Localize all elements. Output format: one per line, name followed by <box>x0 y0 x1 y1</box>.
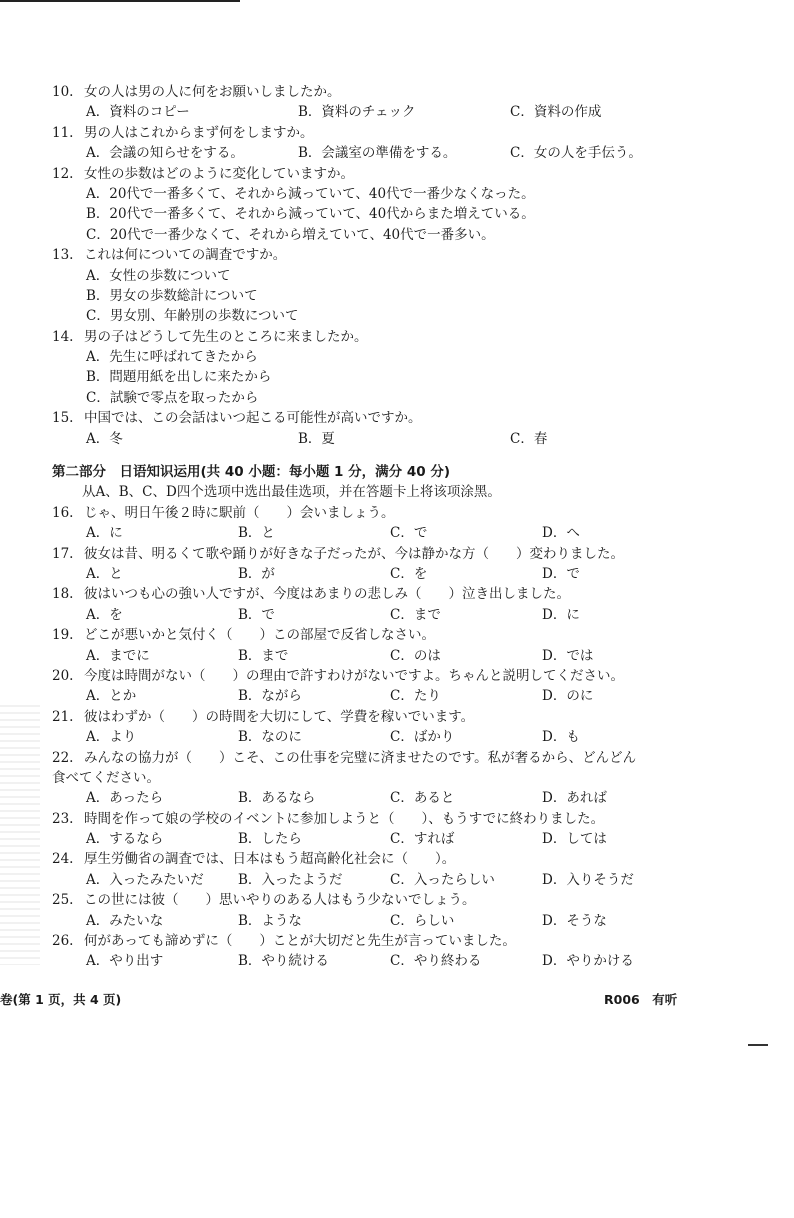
option-c: C．まで <box>390 606 441 623</box>
question-text: どこが悪いかと気付く（ ）この部屋で反省しなさい。 <box>84 627 435 644</box>
question-text: 男の人はこれからまず何をしますか。 <box>84 124 314 141</box>
question-text: 彼はわずか（ ）の時間を大切にして、学費を稼いでいます。 <box>84 708 475 725</box>
option-c: C．女の人を手伝う。 <box>510 145 642 162</box>
option-c: C．試験で零点を取ったから <box>86 389 259 406</box>
page-indicator: 卷(第 1 页，共 4 页) <box>0 992 122 1007</box>
question-24 <box>52 849 742 890</box>
question-15 <box>52 408 742 449</box>
question-23 <box>52 809 742 850</box>
question-text: 彼女は昔、明るくて歌や踊りが好きな子だったが、今は静かな方（ ）変わりました。 <box>84 545 624 562</box>
question-number: 15. <box>52 410 74 427</box>
option-a: A．より <box>86 729 137 746</box>
option-c: C．すれば <box>390 831 455 848</box>
question-number: 23. <box>52 810 74 827</box>
question-text: 女の人は男の人に何をお願いしましたか。 <box>84 84 341 100</box>
question-number: 16. <box>52 504 74 521</box>
question-number: 17. <box>52 545 74 562</box>
question-number: 21. <box>52 708 74 725</box>
option-d: D．に <box>542 606 580 623</box>
option-a: A．先生に呼ばれてきたから <box>86 349 258 366</box>
option-c: C．のは <box>390 647 441 664</box>
option-b: B．したら <box>238 831 302 848</box>
option-a: A．までに <box>86 647 150 664</box>
question-10 <box>52 82 742 123</box>
question-number: 11. <box>52 124 74 141</box>
option-a: A．するなら <box>86 831 164 848</box>
question-text: この世には彼（ ）思いやりのある人はもう少ないでしょう。 <box>84 892 476 909</box>
question-text-continued: 食べてください。 <box>52 769 160 786</box>
option-c: C．を <box>390 565 428 582</box>
question-number: 19. <box>52 627 74 644</box>
question-19 <box>52 625 742 666</box>
question-number: 13. <box>52 247 74 264</box>
option-d: D．入りそうだ <box>542 871 634 888</box>
question-number: 20. <box>52 667 74 684</box>
option-c: C．男女別、年齢別の歩数について <box>86 308 299 325</box>
question-12 <box>52 164 742 246</box>
question-text: 女性の歩数はどのように変化していますか。 <box>84 165 354 182</box>
option-b: B．問題用紙を出しに来たから <box>86 369 272 386</box>
question-17 <box>52 544 742 585</box>
question-number: 18. <box>52 586 74 603</box>
option-b: B．で <box>238 606 275 623</box>
question-14 <box>52 327 742 409</box>
option-c: C．たり <box>390 688 441 705</box>
option-d: D．しては <box>542 831 607 848</box>
question-text: これは何についての調査ですか。 <box>84 247 287 264</box>
exam-code: R006 有听 <box>604 992 678 1007</box>
option-b: B．夏 <box>298 430 335 447</box>
option-a: A．入ったみたいだ <box>86 871 204 888</box>
question-text: 時間を作って娘の学校のイベントに参加しようと（ ）、もうすでに終わりました。 <box>84 810 605 827</box>
question-18 <box>52 584 742 625</box>
question-number: 14. <box>52 328 74 345</box>
option-c: C．らしい <box>390 912 455 929</box>
page-footer <box>0 990 794 1010</box>
option-b: B．やり続ける <box>238 953 329 970</box>
question-number: 26. <box>52 933 74 950</box>
option-c: C．やり終わる <box>390 953 482 970</box>
question-text: みんなの協力が（ ）こそ、この仕事を完璧に済ませたのです。私が奢るから、どんどん <box>84 749 637 766</box>
option-a: A．20代で一番多くて、それから減っていて、40代で一番少なくなった。 <box>86 185 535 202</box>
question-text: 厚生労働省の調査では、日本はもう超高齢化社会に（ ）。 <box>84 851 456 868</box>
option-d: D．も <box>542 729 580 746</box>
option-b: B．ような <box>238 912 302 929</box>
option-c: C．あると <box>390 790 455 807</box>
question-11 <box>52 123 742 164</box>
question-text: じゃ、明日午後２時に駅前（ ）会いましょう。 <box>84 504 395 521</box>
option-a: A．みたいな <box>86 912 164 929</box>
question-26 <box>52 931 742 972</box>
option-b: B．あるなら <box>238 790 316 807</box>
option-d: D．では <box>542 647 594 664</box>
option-d: D．で <box>542 565 580 582</box>
option-b: B．と <box>238 525 275 542</box>
question-number: 22. <box>52 749 74 766</box>
scan-mark <box>748 1044 768 1046</box>
option-a: A．を <box>86 606 123 623</box>
question-number: 24. <box>52 851 74 868</box>
question-number: 10. <box>52 84 74 100</box>
option-a: A．資料のコピー <box>86 104 190 121</box>
section-title: 第二部分 日语知识运用(共 40 小题：每小题 1 分，满分 40 分) <box>52 464 451 481</box>
option-b: B．男女の歩数総計について <box>86 287 258 304</box>
option-b: B．会議室の準備をする。 <box>298 145 457 162</box>
option-c: C．入ったらしい <box>390 871 495 888</box>
option-a: A．やり出す <box>86 953 164 970</box>
section-instruction: 从A、B、C、D四个选项中选出最佳选项，并在答题卡上将该项涂黑。 <box>82 484 501 501</box>
question-text: 中国では、この会話はいつ起こる可能性が高いですか。 <box>84 410 422 427</box>
option-b: B．20代で一番多くて、それから減っていて、40代からまた増えている。 <box>86 206 535 223</box>
option-a: A．冬 <box>86 430 123 447</box>
option-c: C．春 <box>510 430 548 447</box>
option-a: A．女性の歩数について <box>86 267 231 284</box>
option-d: D．へ <box>542 525 580 542</box>
question-16 <box>52 503 742 544</box>
question-number: 12. <box>52 165 74 182</box>
option-c: C．ばかり <box>390 729 455 746</box>
question-text: 男の子はどうして先生のところに来ましたか。 <box>84 328 368 345</box>
question-21 <box>52 707 742 748</box>
question-text: 今度は時間がない（ ）の理由で許すわけがないですよ。ちゃんと説明してください。 <box>84 667 624 684</box>
option-d: D．やりかける <box>542 953 634 970</box>
option-c: C．で <box>390 525 428 542</box>
option-b: B．入ったようだ <box>238 871 343 888</box>
option-a: A．と <box>86 565 123 582</box>
option-b: B．資料のチェック <box>298 104 416 121</box>
option-a: A．あったら <box>86 790 164 807</box>
option-a: A．に <box>86 525 123 542</box>
option-b: B．なのに <box>238 729 302 746</box>
scan-noise <box>0 705 40 965</box>
question-text: 何があっても諦めずに（ ）ことが大切だと先生が言っていました。 <box>84 933 516 950</box>
option-d: D．のに <box>542 688 594 705</box>
option-c: C．資料の作成 <box>510 104 602 121</box>
question-text: 彼はいつも心の強い人ですが、今度はあまりの悲しみ（ ）泣き出しました。 <box>84 586 570 603</box>
question-13 <box>52 245 742 327</box>
option-c: C．20代で一番少なくて、それから増えていて、40代で一番多い。 <box>86 226 495 243</box>
option-b: B．まで <box>238 647 289 664</box>
option-b: B．が <box>238 565 275 582</box>
option-a: A．会議の知らせをする。 <box>86 145 244 162</box>
option-b: B．ながら <box>238 688 302 705</box>
option-a: A．とか <box>86 688 137 705</box>
question-number: 25. <box>52 892 74 909</box>
option-d: D．そうな <box>542 912 607 929</box>
exam-page <box>52 82 742 972</box>
question-25 <box>52 890 742 931</box>
top-edge-line <box>0 0 240 2</box>
option-d: D．あれば <box>542 790 607 807</box>
question-22 <box>52 748 742 809</box>
question-20 <box>52 666 742 707</box>
